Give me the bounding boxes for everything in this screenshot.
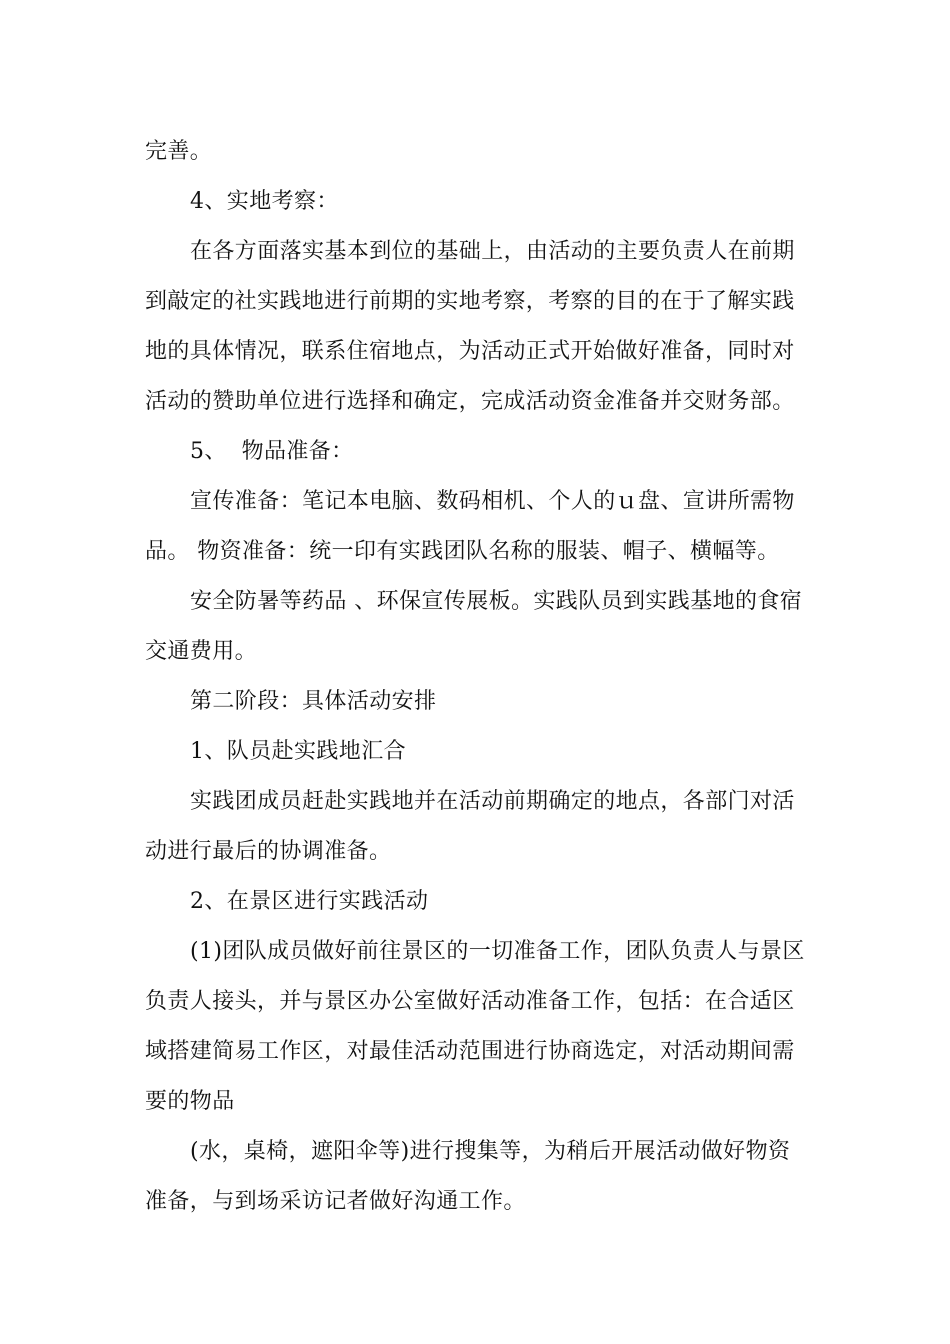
text-line: 品。 物资准备：统一印有实践团队名称的服装、帽子、横幅等。 (145, 539, 780, 564)
section-heading: 5、 物品准备： (190, 439, 354, 464)
section-heading: 4、实地考察： (190, 189, 339, 214)
text-line: 安全防暑等药品 、环保宣传展板。实践队员到实践基地的食宿 (190, 589, 803, 614)
text-line: 要的物品 (145, 1089, 235, 1114)
text-line: 动进行最后的协调准备。 (145, 839, 392, 864)
section-heading: 2、在景区进行实践活动 (190, 889, 429, 914)
section-heading: 第二阶段：具体活动安排 (190, 689, 437, 714)
text-line: 域搭建简易工作区，对最佳活动范围进行协商选定，对活动期间需 (145, 1039, 795, 1064)
text-line: 实践团成员赶赴实践地并在活动前期确定的地点，各部门对活 (190, 789, 795, 814)
text-line: 活动的赞助单位进行选择和确定，完成活动资金准备并交财务部。 (145, 389, 795, 414)
text-line: (1)团队成员做好前往景区的一切准备工作，团队负责人与景区 (190, 939, 805, 964)
text-line: 地的具体情况，联系住宿地点，为活动正式开始做好准备，同时对 (145, 339, 795, 364)
text-line: 负责人接头，并与景区办公室做好活动准备工作，包括：在合适区 (145, 989, 795, 1014)
text-line: 交通费用。 (145, 639, 258, 664)
text-line: 完善。 (145, 139, 213, 164)
text-line: 到敲定的社实践地进行前期的实地考察，考察的目的在于了解实践 (145, 289, 795, 314)
text-line: 准备，与到场采访记者做好沟通工作。 (145, 1189, 526, 1214)
section-heading: 1、队员赴实践地汇合 (190, 739, 406, 764)
text-line: 在各方面落实基本到位的基础上，由活动的主要负责人在前期 (190, 239, 795, 264)
text-line: 宣传准备：笔记本电脑、数码相机、个人的ｕ盘、宣讲所需物 (190, 489, 795, 514)
text-line: (水，桌椅，遮阳伞等)进行搜集等，为稍后开展活动做好物资 (190, 1139, 791, 1164)
